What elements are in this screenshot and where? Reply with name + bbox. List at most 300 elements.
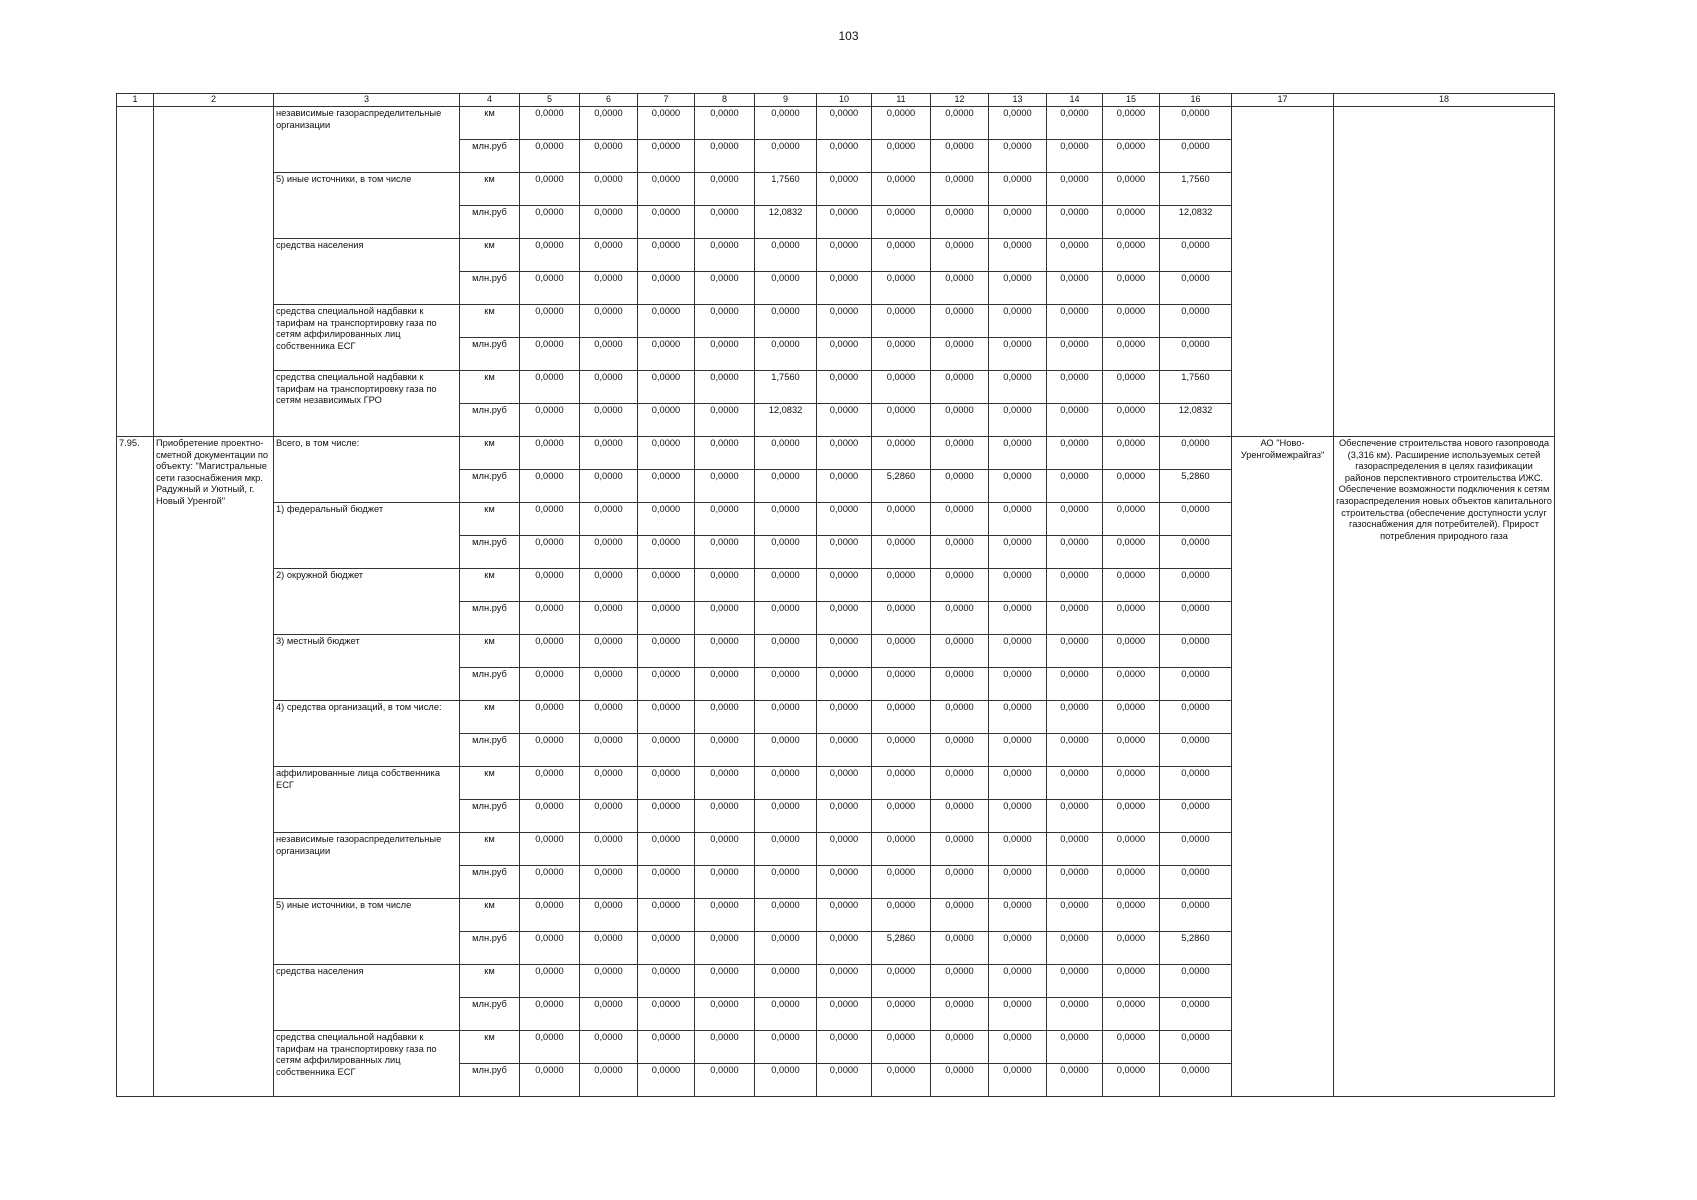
value-cell: 0,0000: [1103, 404, 1160, 437]
value-cell: 0,0000: [931, 767, 989, 800]
value-cell: 0,0000: [817, 668, 872, 701]
value-cell: 0,0000: [1047, 503, 1103, 536]
value-cell: 0,0000: [638, 173, 695, 206]
value-cell: 0,0000: [755, 635, 817, 668]
value-cell: 0,0000: [520, 206, 580, 239]
value-cell: 0,0000: [817, 833, 872, 866]
value-cell: 0,0000: [1160, 635, 1232, 668]
value-cell: 0,0000: [872, 503, 931, 536]
value-cell: 0,0000: [1103, 668, 1160, 701]
value-cell: 0,0000: [931, 140, 989, 173]
value-cell: 1,7560: [755, 173, 817, 206]
value-cell: 0,0000: [817, 569, 872, 602]
value-cell: 0,0000: [872, 998, 931, 1031]
funding-source-label: Всего, в том числе:: [274, 437, 460, 503]
value-cell: 0,0000: [1047, 668, 1103, 701]
value-cell: 0,0000: [520, 734, 580, 767]
value-cell: 0,0000: [580, 536, 638, 569]
value-cell: 0,0000: [638, 1031, 695, 1064]
value-cell: 0,0000: [931, 701, 989, 734]
funding-source-label: 3) местный бюджет: [274, 635, 460, 701]
value-cell: 0,0000: [1103, 536, 1160, 569]
value-cell: 0,0000: [580, 437, 638, 470]
value-cell: 0,0000: [817, 107, 872, 140]
value-cell: 0,0000: [931, 1064, 989, 1097]
column-header: 14: [1047, 94, 1103, 107]
item-name: Приобретение проектно-сметной документации по объекту: "Магистральные сети газоснабжения мкр. Радужный и Уютный, г. Новый Уренгой": [154, 437, 274, 1097]
value-cell: 0,0000: [1103, 965, 1160, 998]
value-cell: 0,0000: [931, 668, 989, 701]
value-cell: 0,0000: [695, 668, 755, 701]
value-cell: 0,0000: [931, 734, 989, 767]
value-cell: 0,0000: [638, 503, 695, 536]
value-cell: 0,0000: [755, 932, 817, 965]
value-cell: 0,0000: [520, 899, 580, 932]
value-cell: 0,0000: [638, 965, 695, 998]
value-cell: 0,0000: [695, 899, 755, 932]
value-cell: 0,0000: [755, 998, 817, 1031]
value-cell: 0,0000: [1047, 206, 1103, 239]
value-cell: 0,0000: [520, 470, 580, 503]
value-cell: 0,0000: [638, 701, 695, 734]
unit-cell: млн.руб: [460, 998, 520, 1031]
value-cell: 0,0000: [872, 965, 931, 998]
value-cell: 0,0000: [817, 140, 872, 173]
value-cell: 0,0000: [1160, 899, 1232, 932]
value-cell: 0,0000: [695, 536, 755, 569]
value-cell: 0,0000: [1103, 602, 1160, 635]
value-cell: 0,0000: [1047, 899, 1103, 932]
value-cell: 0,0000: [931, 1031, 989, 1064]
column-header: 15: [1103, 94, 1160, 107]
value-cell: 0,0000: [1160, 536, 1232, 569]
value-cell: 0,0000: [755, 668, 817, 701]
funding-source-label: средства специальной надбавки к тарифам на транспортировку газа по сетям аффилированных лиц собственника ЕСГ: [274, 305, 460, 371]
column-header: 7: [638, 94, 695, 107]
unit-cell: млн.руб: [460, 602, 520, 635]
value-cell: 0,0000: [755, 734, 817, 767]
value-cell: 0,0000: [1103, 470, 1160, 503]
value-cell: 0,0000: [520, 338, 580, 371]
value-cell: 0,0000: [872, 338, 931, 371]
value-cell: 0,0000: [638, 536, 695, 569]
column-header: 13: [989, 94, 1047, 107]
value-cell: 0,0000: [817, 173, 872, 206]
value-cell: 0,0000: [931, 536, 989, 569]
value-cell: 0,0000: [1103, 437, 1160, 470]
value-cell: 0,0000: [989, 866, 1047, 899]
value-cell: 0,0000: [817, 272, 872, 305]
value-cell: 0,0000: [1047, 536, 1103, 569]
value-cell: 0,0000: [1047, 569, 1103, 602]
item-code: 7.95.: [117, 437, 154, 1097]
value-cell: 0,0000: [580, 206, 638, 239]
value-cell: 0,0000: [1047, 866, 1103, 899]
value-cell: 0,0000: [872, 866, 931, 899]
value-cell: 0,0000: [580, 965, 638, 998]
item-name: [154, 107, 274, 437]
value-cell: 0,0000: [695, 965, 755, 998]
value-cell: 0,0000: [1103, 635, 1160, 668]
funding-source-label: средства населения: [274, 965, 460, 1031]
value-cell: 0,0000: [580, 767, 638, 800]
value-cell: 0,0000: [638, 833, 695, 866]
value-cell: 0,0000: [695, 1031, 755, 1064]
value-cell: 0,0000: [580, 503, 638, 536]
unit-cell: км: [460, 173, 520, 206]
value-cell: 0,0000: [580, 305, 638, 338]
value-cell: 0,0000: [1047, 305, 1103, 338]
value-cell: 0,0000: [695, 734, 755, 767]
value-cell: 0,0000: [580, 239, 638, 272]
value-cell: 0,0000: [1103, 503, 1160, 536]
value-cell: 0,0000: [817, 701, 872, 734]
value-cell: 0,0000: [695, 701, 755, 734]
value-cell: 0,0000: [695, 833, 755, 866]
value-cell: 0,0000: [989, 140, 1047, 173]
value-cell: 0,0000: [638, 767, 695, 800]
value-cell: 0,0000: [872, 305, 931, 338]
value-cell: 0,0000: [872, 206, 931, 239]
unit-cell: км: [460, 437, 520, 470]
value-cell: 0,0000: [580, 470, 638, 503]
value-cell: 0,0000: [817, 932, 872, 965]
unit-cell: км: [460, 503, 520, 536]
funding-source-label: средства специальной надбавки к тарифам на транспортировку газа по сетям аффилированных лиц собственника ЕСГ: [274, 1031, 460, 1097]
column-header: 18: [1334, 94, 1555, 107]
value-cell: 0,0000: [931, 470, 989, 503]
value-cell: 0,0000: [1160, 503, 1232, 536]
unit-cell: млн.руб: [460, 1064, 520, 1097]
value-cell: 0,0000: [1047, 1031, 1103, 1064]
column-header: 8: [695, 94, 755, 107]
value-cell: 0,0000: [638, 305, 695, 338]
value-cell: 0,0000: [695, 140, 755, 173]
column-header: 16: [1160, 94, 1232, 107]
value-cell: 0,0000: [817, 1031, 872, 1064]
value-cell: 0,0000: [520, 602, 580, 635]
unit-cell: км: [460, 767, 520, 800]
value-cell: 0,0000: [695, 503, 755, 536]
value-cell: 0,0000: [695, 998, 755, 1031]
value-cell: 0,0000: [1103, 140, 1160, 173]
unit-cell: км: [460, 371, 520, 404]
value-cell: 0,0000: [989, 899, 1047, 932]
value-cell: 0,0000: [989, 503, 1047, 536]
value-cell: 0,0000: [817, 470, 872, 503]
value-cell: 0,0000: [1047, 1064, 1103, 1097]
value-cell: 0,0000: [580, 998, 638, 1031]
unit-cell: млн.руб: [460, 338, 520, 371]
value-cell: 0,0000: [638, 107, 695, 140]
value-cell: 12,0832: [1160, 404, 1232, 437]
value-cell: 0,0000: [520, 239, 580, 272]
value-cell: 0,0000: [695, 767, 755, 800]
value-cell: 0,0000: [755, 272, 817, 305]
value-cell: 0,0000: [580, 602, 638, 635]
value-cell: 0,0000: [1047, 338, 1103, 371]
value-cell: 0,0000: [755, 602, 817, 635]
value-cell: 0,0000: [520, 965, 580, 998]
value-cell: 0,0000: [638, 272, 695, 305]
value-cell: 0,0000: [931, 932, 989, 965]
value-cell: 0,0000: [520, 932, 580, 965]
value-cell: 0,0000: [580, 140, 638, 173]
value-cell: 0,0000: [817, 437, 872, 470]
column-header: 9: [755, 94, 817, 107]
value-cell: 0,0000: [989, 536, 1047, 569]
value-cell: 0,0000: [872, 635, 931, 668]
value-cell: 0,0000: [755, 470, 817, 503]
value-cell: 0,0000: [520, 1064, 580, 1097]
unit-cell: км: [460, 1031, 520, 1064]
value-cell: 0,0000: [580, 338, 638, 371]
value-cell: 0,0000: [1103, 338, 1160, 371]
value-cell: 0,0000: [872, 800, 931, 833]
value-cell: 0,0000: [817, 899, 872, 932]
unit-cell: км: [460, 833, 520, 866]
value-cell: 0,0000: [1103, 371, 1160, 404]
value-cell: 0,0000: [638, 932, 695, 965]
column-header: 5: [520, 94, 580, 107]
value-cell: 0,0000: [1047, 404, 1103, 437]
value-cell: 0,0000: [989, 965, 1047, 998]
value-cell: 0,0000: [872, 437, 931, 470]
value-cell: 0,0000: [580, 734, 638, 767]
value-cell: 0,0000: [931, 173, 989, 206]
value-cell: 0,0000: [1160, 1064, 1232, 1097]
value-cell: 0,0000: [872, 569, 931, 602]
value-cell: 0,0000: [989, 998, 1047, 1031]
value-cell: 0,0000: [580, 800, 638, 833]
funding-source-label: 4) средства организаций, в том числе:: [274, 701, 460, 767]
value-cell: 0,0000: [638, 140, 695, 173]
value-cell: 0,0000: [1047, 140, 1103, 173]
value-cell: 0,0000: [1160, 272, 1232, 305]
value-cell: 0,0000: [520, 305, 580, 338]
value-cell: 0,0000: [695, 932, 755, 965]
value-cell: 1,7560: [755, 371, 817, 404]
funding-source-label: 5) иные источники, в том числе: [274, 173, 460, 239]
value-cell: 0,0000: [872, 734, 931, 767]
value-cell: 0,0000: [695, 437, 755, 470]
value-cell: 0,0000: [989, 701, 1047, 734]
value-cell: 0,0000: [989, 833, 1047, 866]
value-cell: 5,2860: [1160, 932, 1232, 965]
column-header: 12: [931, 94, 989, 107]
unit-cell: км: [460, 305, 520, 338]
page-number: 103: [838, 29, 859, 43]
value-cell: 0,0000: [1047, 965, 1103, 998]
value-cell: 0,0000: [1047, 635, 1103, 668]
value-cell: 0,0000: [989, 470, 1047, 503]
unit-cell: млн.руб: [460, 536, 520, 569]
value-cell: 0,0000: [695, 173, 755, 206]
value-cell: 0,0000: [1047, 272, 1103, 305]
value-cell: 0,0000: [872, 173, 931, 206]
value-cell: 0,0000: [931, 998, 989, 1031]
value-cell: 0,0000: [1160, 305, 1232, 338]
value-cell: 0,0000: [580, 371, 638, 404]
value-cell: 0,0000: [580, 1031, 638, 1064]
value-cell: 0,0000: [817, 965, 872, 998]
value-cell: 0,0000: [1160, 767, 1232, 800]
value-cell: 0,0000: [520, 833, 580, 866]
column-header: 11: [872, 94, 931, 107]
value-cell: 0,0000: [638, 668, 695, 701]
value-cell: 0,0000: [989, 602, 1047, 635]
value-cell: 0,0000: [695, 1064, 755, 1097]
value-cell: 0,0000: [817, 767, 872, 800]
item-code: [117, 107, 154, 437]
value-cell: 0,0000: [520, 767, 580, 800]
value-cell: 0,0000: [817, 404, 872, 437]
value-cell: 0,0000: [520, 866, 580, 899]
value-cell: 0,0000: [872, 767, 931, 800]
value-cell: 0,0000: [989, 668, 1047, 701]
value-cell: 0,0000: [872, 140, 931, 173]
value-cell: 0,0000: [989, 206, 1047, 239]
value-cell: 0,0000: [872, 1064, 931, 1097]
value-cell: 0,0000: [520, 998, 580, 1031]
responsible-organization: [1232, 107, 1334, 437]
funding-source-label: независимые газораспределительные организации: [274, 107, 460, 173]
value-cell: 0,0000: [989, 239, 1047, 272]
value-cell: 0,0000: [695, 371, 755, 404]
value-cell: 0,0000: [520, 437, 580, 470]
column-header: 17: [1232, 94, 1334, 107]
value-cell: 0,0000: [1103, 569, 1160, 602]
value-cell: 0,0000: [695, 800, 755, 833]
unit-cell: млн.руб: [460, 206, 520, 239]
value-cell: 0,0000: [520, 404, 580, 437]
value-cell: 0,0000: [755, 503, 817, 536]
value-cell: 0,0000: [989, 932, 1047, 965]
value-cell: 0,0000: [1047, 800, 1103, 833]
value-cell: 0,0000: [931, 965, 989, 998]
value-cell: 0,0000: [638, 635, 695, 668]
value-cell: 0,0000: [755, 866, 817, 899]
value-cell: 0,0000: [1103, 272, 1160, 305]
value-cell: 0,0000: [1103, 206, 1160, 239]
funding-source-label: средства специальной надбавки к тарифам на транспортировку газа по сетям независимых ГРО: [274, 371, 460, 437]
value-cell: 0,0000: [989, 404, 1047, 437]
value-cell: 0,0000: [520, 635, 580, 668]
value-cell: 0,0000: [638, 437, 695, 470]
value-cell: 0,0000: [1047, 701, 1103, 734]
value-cell: 0,0000: [872, 833, 931, 866]
value-cell: 0,0000: [989, 305, 1047, 338]
value-cell: 0,0000: [580, 701, 638, 734]
value-cell: 0,0000: [931, 239, 989, 272]
value-cell: 0,0000: [638, 998, 695, 1031]
value-cell: 0,0000: [755, 536, 817, 569]
value-cell: 0,0000: [1047, 602, 1103, 635]
value-cell: 0,0000: [1047, 932, 1103, 965]
value-cell: 0,0000: [755, 767, 817, 800]
value-cell: 0,0000: [1160, 107, 1232, 140]
value-cell: 0,0000: [931, 338, 989, 371]
value-cell: 0,0000: [1160, 140, 1232, 173]
value-cell: 12,0832: [755, 404, 817, 437]
value-cell: 0,0000: [755, 800, 817, 833]
column-header: 6: [580, 94, 638, 107]
value-cell: 0,0000: [638, 239, 695, 272]
value-cell: 0,0000: [817, 602, 872, 635]
value-cell: 0,0000: [580, 107, 638, 140]
value-cell: 0,0000: [817, 866, 872, 899]
value-cell: 5,2860: [872, 470, 931, 503]
value-cell: 0,0000: [1103, 899, 1160, 932]
value-cell: 0,0000: [1047, 734, 1103, 767]
value-cell: 0,0000: [580, 272, 638, 305]
unit-cell: млн.руб: [460, 404, 520, 437]
value-cell: 0,0000: [755, 305, 817, 338]
value-cell: 0,0000: [755, 833, 817, 866]
value-cell: 0,0000: [989, 767, 1047, 800]
funding-source-label: независимые газораспределительные организации: [274, 833, 460, 899]
value-cell: 0,0000: [755, 701, 817, 734]
value-cell: 0,0000: [1103, 767, 1160, 800]
unit-cell: млн.руб: [460, 932, 520, 965]
investment-program-table: [116, 93, 1555, 1097]
value-cell: 5,2860: [1160, 470, 1232, 503]
value-cell: 0,0000: [989, 371, 1047, 404]
project-description: Обеспечение строительства нового газопровода (3,316 км). Расширение используемых сетей газораспределения в целях газификации районов перспективного строительства ИЖС. Обеспечение возможности подключения к сетям газораспределения новых объектов капитального строительства (обеспечение доступности услуг газоснабжения для потребителей). Прирост потребления природного газа: [1334, 437, 1555, 1097]
value-cell: 0,0000: [872, 602, 931, 635]
column-header: 2: [154, 94, 274, 107]
value-cell: 0,0000: [1047, 767, 1103, 800]
value-cell: 0,0000: [1160, 668, 1232, 701]
value-cell: 0,0000: [817, 371, 872, 404]
value-cell: 0,0000: [1103, 998, 1160, 1031]
value-cell: 0,0000: [580, 404, 638, 437]
value-cell: 0,0000: [1103, 173, 1160, 206]
value-cell: 0,0000: [989, 338, 1047, 371]
value-cell: 0,0000: [931, 866, 989, 899]
value-cell: 0,0000: [695, 206, 755, 239]
value-cell: 0,0000: [520, 668, 580, 701]
value-cell: 0,0000: [638, 569, 695, 602]
value-cell: 0,0000: [1047, 107, 1103, 140]
value-cell: 0,0000: [638, 1064, 695, 1097]
value-cell: 0,0000: [817, 998, 872, 1031]
value-cell: 0,0000: [695, 239, 755, 272]
value-cell: 0,0000: [580, 833, 638, 866]
value-cell: 0,0000: [638, 338, 695, 371]
value-cell: 0,0000: [931, 602, 989, 635]
value-cell: 0,0000: [872, 668, 931, 701]
value-cell: 0,0000: [931, 899, 989, 932]
value-cell: 0,0000: [872, 899, 931, 932]
value-cell: 0,0000: [755, 140, 817, 173]
value-cell: 0,0000: [1047, 998, 1103, 1031]
value-cell: 0,0000: [989, 107, 1047, 140]
value-cell: 0,0000: [580, 668, 638, 701]
value-cell: 0,0000: [1103, 701, 1160, 734]
value-cell: 0,0000: [1160, 338, 1232, 371]
value-cell: 0,0000: [520, 1031, 580, 1064]
value-cell: 0,0000: [755, 437, 817, 470]
value-cell: 12,0832: [1160, 206, 1232, 239]
value-cell: 0,0000: [872, 536, 931, 569]
value-cell: 0,0000: [1047, 371, 1103, 404]
value-cell: 0,0000: [1160, 965, 1232, 998]
value-cell: 0,0000: [817, 239, 872, 272]
value-cell: 0,0000: [695, 635, 755, 668]
value-cell: 0,0000: [580, 635, 638, 668]
value-cell: 0,0000: [931, 371, 989, 404]
